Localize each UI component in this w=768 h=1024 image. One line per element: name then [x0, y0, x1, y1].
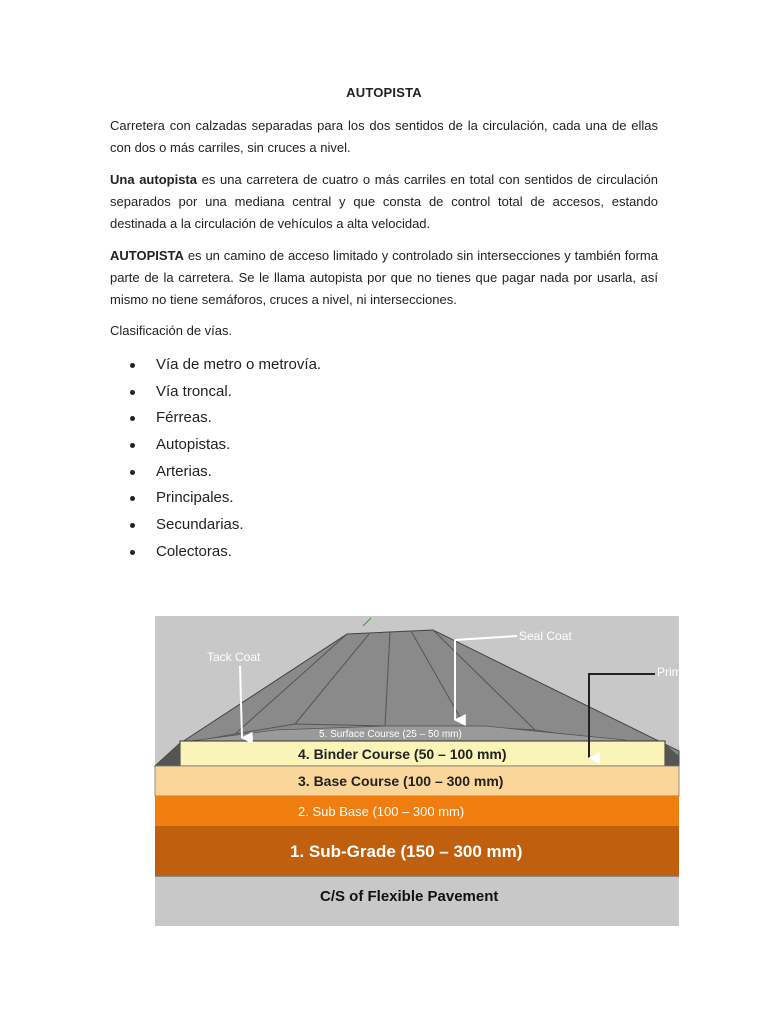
list-item: Colectoras. [110, 539, 321, 566]
page-title: AUTOPISTA [346, 85, 422, 100]
paragraph-bold-lead: AUTOPISTA [110, 248, 184, 263]
tack-coat-label: Tack Coat [207, 650, 261, 664]
surface-course-label: 5. Surface Course (25 – 50 mm) [319, 729, 462, 740]
seal-coat-label: Seal Coat [519, 629, 572, 643]
bullet-icon [130, 470, 135, 475]
list-item: Principales. [110, 485, 321, 512]
paragraph-una-autopista [110, 169, 658, 235]
figure-caption: C/S of Flexible Pavement [320, 888, 499, 905]
prime-coat-label: Prim [657, 665, 682, 679]
pavement-diagram [155, 616, 682, 926]
paragraph-text: es una carretera de cuatro o más carriles en total con sentidos de circulación separados por una mediana central y que consta de control total de accesos, estando destinada a la circulación de vehículos a alta velocidad. [110, 172, 658, 231]
bullet-icon [130, 523, 135, 528]
bullet-icon [130, 550, 135, 555]
list-item: Vía de metro o metrovía. [110, 352, 321, 379]
bullet-icon [130, 496, 135, 501]
bullet-icon [130, 363, 135, 368]
paragraph-text: es un camino de acceso limitado y controlado sin intersecciones y también forma parte de la carretera. Se le llama autopista por que no tienes que pagar nada por usarla, así mismo no tiene semáforos, cruces a nivel, ni intersecciones. [110, 248, 658, 307]
paragraph-clasificacion: Clasificación de vías. [110, 323, 233, 338]
list-item: Vía troncal. [110, 379, 321, 406]
bullet-icon [130, 443, 135, 448]
bullet-icon [130, 416, 135, 421]
paragraph-autopista [110, 245, 658, 311]
list-item: Férreas. [110, 405, 321, 432]
bullet-icon [130, 390, 135, 395]
sub-base-label: 2. Sub Base (100 – 300 mm) [298, 804, 465, 819]
binder-course-label: 4. Binder Course (50 – 100 mm) [298, 746, 507, 762]
pavement-diagram-svg [155, 616, 682, 926]
list-item: Autopistas. [110, 432, 321, 459]
base-course-label: 3. Base Course (100 – 300 mm) [298, 773, 504, 789]
list-item: Arterias. [110, 459, 321, 486]
paragraph-bold-lead: Una autopista [110, 172, 197, 187]
road-classification-list [110, 352, 321, 566]
paragraph-definition: Carretera con calzadas separadas para los dos sentidos de la circulación, cada una de ellas con dos o más carriles, sin cruces a nivel. [110, 118, 658, 155]
list-item: Secundarias. [110, 512, 321, 539]
sub-grade-label: 1. Sub-Grade (150 – 300 mm) [290, 842, 523, 861]
